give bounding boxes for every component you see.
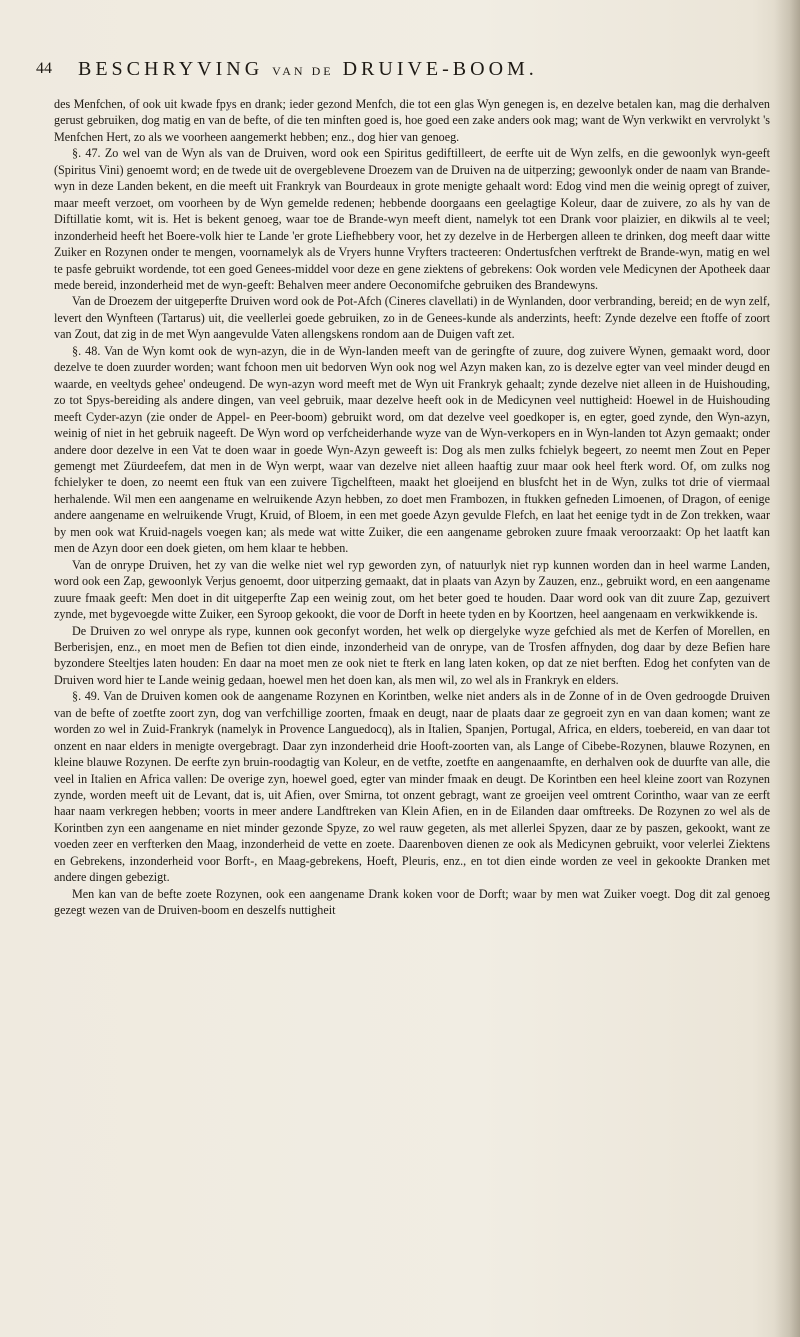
page-edge-shadow xyxy=(774,0,800,1337)
running-title xyxy=(78,58,758,81)
paragraph: §. 47. Zo wel van de Wyn als van de Druiven, word ook een Spiritus gediftilleert, de eerfte uit de Wyn zelfs, en die gewoonlyk wyn-geeft (Spiritus Vini) genoemt word; en de twede uit de overgeblevene Droezem van de Druiven na de uitperzing; gewoonlyk onder de naam van Brande-wyn in deze Landen bekent, en die meeft uit Frankryk van Bourdeaux in grote menigte gehaalt word: Edog vind men die weinig opregt of zuiver, maar meeft verzoet, om voorheen by de Wyn gemelde redenen; hebbende doorgaans een geelagtige Koleur, daar de zuivere, zo als hy van de Diftillatie komt, wit is. Het is bekent genoeg, waar toe de Brande-wyn meeft dient, namelyk tot een Drank voor plaizier, en dikwils al te veel; inzonderheid heeft het Boere-volk hier te Lande 'er grote Liefhebbery voor, het zy dezelve in de Herbergen alleen te drinken, dog meeft daar witte Zuiker en Rozynen onder te mengen, voornamelyk als de Vryers hunne Vryfters tracteeren: Ondertusfchen verftrekt de Brande-wyn, matig en wel te pasfe gebruikt wordende, tot een goed Genees-middel voor deze en gene ziektens of gebrekens: Ook worden vele Medicynen der Apotheek daar mede bereid, inzonderheid met de wyn-geeft: Behalven meer andere Oeconomifche gebruiken des Brandewyns. xyxy=(54,146,770,292)
paragraph: Van de onrype Druiven, het zy van die welke niet wel ryp geworden zyn, of natuurlyk niet ryp kunnen worden dan in heel warme Landen, word ook een Zap, gewoonlyk Verjus genoemt, door uitperzing gemaakt, dat in plaats van Azyn by Zauzen, enz., gebruikt word, en een aangename zuure fmaak geeft: Men doet in dit uitgeperfte Zap een weinig zout, om het beter goed te houden. Daar word ook van dit zuure Zap, gezuivert zynde, met bygevoegde witte Zuiker, een Syroop gekookt, die voor de Dorft in heete tyden en by Koortzen, heel aangenaam en verkwikkende is. xyxy=(54,557,770,622)
paragraph: De Druiven zo wel onrype als rype, kunnen ook geconfyt worden, het welk op diergelyke wyze gefchied als met de Kerfen of Morellen, en Berberisjen, enz., en moet men de Befien tot dien einde, inzonderheid van de onrype, van de Trosfen affnyden, dog daar by deze Befien hare byzondere Steeltjes laten houden: En daar na moet men ze ook niet te fterk en lang laten koken, op dat ze niet berften. Edog het confyten van de Druiven word hier te Lande weinig gedaan, hoewel men het doen kan, als men wil, zo wel als in Frankryk en elders. xyxy=(54,623,770,687)
running-title-part-2: DRUIVE-BOOM. xyxy=(342,58,538,80)
paragraph: des Menfchen, of ook uit kwade fpys en drank; ieder gezond Menfch, die tot een glas Wyn genegen is, en dezelve betalen kan, mag die derhalven gerust gebruiken, dog matig en van de befte, of die ten minften goed is, hoe goed een zake anders ook mag; want de Wyn verkwikt en vervrolykt 's Menfchen Hert, zo als we voorheen aangemerkt hebben; enz., dog hier van genoeg. xyxy=(54,97,770,144)
running-title-part-1: BESCHRYVING xyxy=(78,58,264,80)
body-text xyxy=(54,96,770,1331)
page-number: 44 xyxy=(36,60,52,77)
running-title-small: VAN DE xyxy=(272,64,334,78)
page-header xyxy=(36,58,756,88)
paragraph: Men kan van de befte zoete Rozynen, ook een aangename Drank koken voor de Dorft; waar by men wat Zuiker voegt. Dog dit zal genoeg gezegt wezen van de Druiven-boom en deszelfs nuttigheit xyxy=(54,886,770,918)
paragraph: Van de Droezem der uitgeperfte Druiven word ook de Pot-Afch (Cineres clavellati) in de Wynlanden, door verbranding, bereid; en de wyn zelf, levert den Wynfteen (Tartarus) uit, die veellerlei goede gebruiken, zo in de Genees-kunde als anderzints, heeft: Zynde dezelve een ftoffe of zoort van Zout, dat zig in de met Wyn aangevulde Vaten allengskens rondom aan de Duigen vaft zet. xyxy=(54,294,770,342)
paragraph: §. 48. Van de Wyn komt ook de wyn-azyn, die in de Wyn-landen meeft van de geringfte of zuure, dog zuivere Wynen, gemaakt word, door dezelve te doen zuurder worden; want fchoon men uit bedorven Wyn ook nog wel Azyn maken kan, zo is dezelve egter van veel minder deugd en waarde, en veeltyds gehee' ondeugend. De wyn-azyn word meeft met de Wyn uit Frankryk gehaalt; zynde dezelve niet alleen in de Huishouding, zo tot Spys-bereiding als andere dingen, van veel gebruik, maar dezelve heeft ook in de Medicynen veel nuttigheid: Hoewel in de Huishouding meeft Cyder-azyn (zie onder de Appel- en Peer-boom) gebruikt word, om dat dezelve veel goedkoper is, en egter, goed zynde, den Wyn-azyn, weinig of niet in het gebruik nageeft. De Wyn word op verfcheiderhande wyze van de Wyn-verkopers en in Wyn-landen tot Azyn gemaakt; onder andere door dezelve in een Vat te doen waar in goede Wyn-Azyn geweeft is: Dog als men zulks fchielyk begeert, zo neemt men Zout en Peper gemengt met Züurdeefem, dat men in de Wyn werpt, waar van dezelve niet alleen haaftig zuur maar ook heel fterk word. Of, om zulks nog fchielyker te doen, zo neemt een ftuk van een zuivere Tigchelfteen, maakt het gloeijend en blusfcht het in de Wyn, zulks tot drie of viermaal herhalende. Wil men een aangename en welruikende Azyn hebben, zo doet men Frambozen, in ftukken gefneden Limoenen, of Dragon, of eenige andere aangename en welruikende Vrugt, Kruid, of Bloem, in een met goede Azyn gevulde Flefch, en laat het eenige tydt in de Zon trekken, waar by men ook wat Kruid-nagels voegen kan; als mede wat witte Zuiker, die een aangename gebroken zuure fmaak veroorzaakt: Op het laatft kan men de Azyn door een doek gieten, om hem klaar te hebben. xyxy=(54,343,770,556)
paragraph: §. 49. Van de Druiven komen ook de aangename Rozynen en Korintben, welke niet anders als in de Zonne of in de Oven gedroogde Druiven van de befte of zoetfte zoort zyn, dog van verfchillige zoorten, fmaak en deugt, naar de plaats daar ze gegroeit zyn en van daan komen; want ze worden zo wel in Zuid-Frankryk (namelyk in Provence Languedocq), als in Italien, Spanjen, Portugal, Africa, en elders, toebereid, en van daar tot onzent en naar elders in menigte overgebragt. Daar zyn inzonderheid drie Hooft-zoorten van, als Lange of Cibebe-Rozynen, blauwe Rozynen, en kleine blauwe Rozynen. De eerfte zyn bruin-roodagtig van Koleur, en de vetfte, zoetfte en aangenaamfte, en derhalven ook de duurfte van alle, die veel in Italien en Africa vallen: De overige zyn, hoewel goed, egter van minder fmaak en deugt. De Korintben een heel kleine zoort van Rozynen zynde, worden meeft uit de Levant, dat is, uit Afien, over Smirna, tot onzent gebragt, want ze groeijen veel omtrent Corintho, waar van ze eerft haar naam verkregen hebben; voorts in meer andere Landftreken van Klein Afien, en in de Eilanden daar omftreeks. De Rozynen zo wel als de Korintben zyn een aangename en niet minder gezonde Spyze, zo wel rauw gegeten, als met allerlei Spyzen, daar ze by paszen, gekookt, want ze voeden zeer en verfterken den Maag, inzonderheid de vette en zoete. Daarenboven dienen ze ook als Medicynen gebruikt, voor velerlei Ziektens en Gebrekens, inzonderheid voor Borft-, en Maag-gebrekens, Hoeft, Pleuris, enz., en tot dien einde worden ze veel in gekookte Dranken met andere dingen gebezigt. xyxy=(54,689,770,885)
